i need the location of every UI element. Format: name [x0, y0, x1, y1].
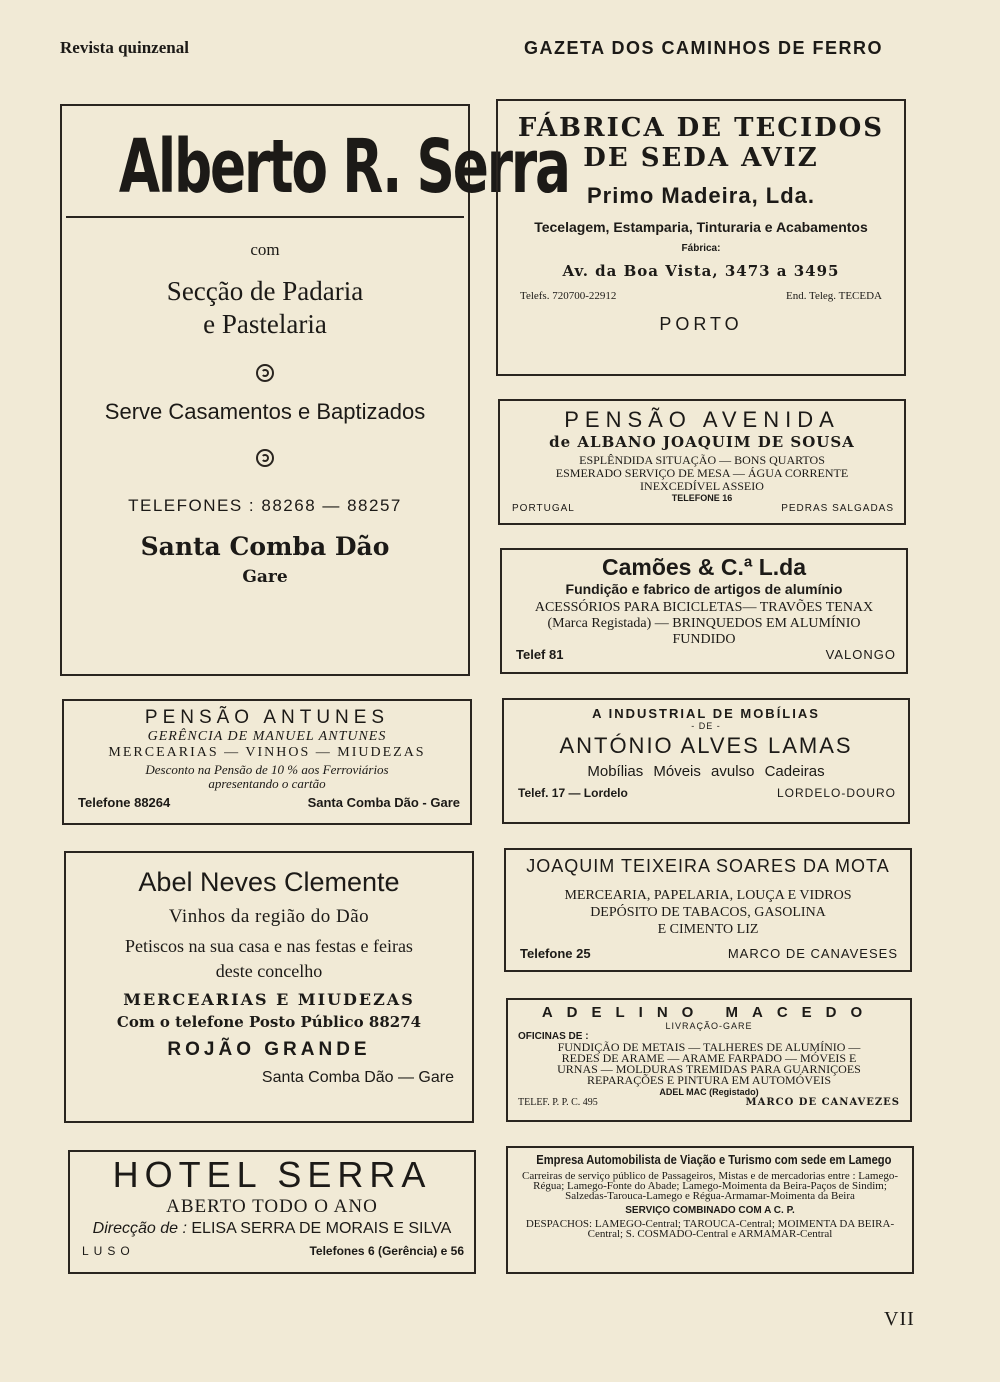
camoes-line3: FUNDIDO — [672, 632, 736, 647]
empresa-title: Empresa Automobilista de Viação e Turismo com sede em Lamego — [536, 1152, 892, 1167]
fabrica-title2: DE SEDA AVIZ — [583, 143, 819, 173]
ad-joaquim-teixeira — [504, 848, 912, 972]
hotel-phones: Telefones 6 (Gerência) e 56 — [309, 1244, 464, 1258]
adelino-line4: REPARAÇÕES E PINTURA EM AUTOMÓVEIS — [586, 1073, 832, 1087]
serra-serves: Serve Casamentos e Baptizados — [104, 399, 426, 424]
camoes-town: VALONGO — [825, 647, 896, 662]
industrial-phone: Telef. 17 — Lordelo — [518, 786, 628, 800]
avenida-left: PORTUGAL — [512, 503, 575, 514]
ad-industrial-mobilias — [502, 698, 910, 824]
ornament-icon — [256, 364, 274, 382]
industrial-title: A INDUSTRIAL DE MOBÍLIAS — [592, 706, 820, 721]
ad-pensao-avenida — [498, 399, 906, 525]
fabrica-services: Tecelagem, Estamparia, Tinturaria e Acabamentos — [534, 219, 868, 235]
adelino-line2: REDES DE ARAME — ARAME FARPADO — MÓVEIS E — [561, 1051, 857, 1065]
empresa-p2: DESPACHOS: LAMEGO-Central; TAROUCA-Central; MOIMENTA DA BEIRA-Central; S. COSMADO-Central e ARMAMAR-Central — [525, 1218, 895, 1240]
camoes-phone: Telef 81 — [516, 647, 564, 662]
abel-town: Santa Comba Dão — Gare — [261, 1069, 454, 1086]
antunes-mgmt: GERÊNCIA DE MANUEL ANTUNES — [147, 729, 387, 744]
joaquim-town: MARCO DE CANAVESES — [727, 946, 898, 961]
ad-abel-neves — [64, 851, 474, 1123]
fabrica-company: Primo Madeira, Lda. — [586, 183, 816, 208]
fabrica-label: Fábrica: — [681, 243, 721, 254]
page-number: VII — [884, 1308, 915, 1330]
adelino-sub: LIVRAÇÃO-GARE — [665, 1021, 753, 1031]
hotel-dir-label: Direcção de : — [92, 1220, 187, 1237]
ornament-icon — [256, 449, 274, 467]
serra-line1: Secção de Padaria — [166, 276, 364, 306]
antunes-town: Santa Comba Dão - Gare — [307, 795, 460, 810]
empresa-combined: SERVIÇO COMBINADO COM A C. P. — [625, 1205, 795, 1216]
joaquim-line3: E CIMENTO LIZ — [657, 922, 759, 937]
avenida-right: PEDRAS SALGADAS — [781, 503, 894, 514]
avenida-title: PENSÃO AVENIDA — [564, 407, 840, 432]
abel-phone: Com o telefone Posto Público 88274 — [116, 1013, 422, 1031]
camoes-line1: ACESSÓRIOS PARA BICICLETAS— TRAVÕES TENAX — [534, 600, 874, 615]
ad-adelino-macedo — [506, 998, 912, 1122]
adelino-name: ADELINO MACEDO — [541, 1004, 877, 1021]
serra-line2: e Pastelaria — [203, 309, 327, 339]
antunes-goods: MERCEARIAS — VINHOS — MIUDEZAS — [108, 745, 426, 760]
industrial-goods: Mobílias Móveis avulso Cadeiras — [587, 763, 825, 780]
joaquim-line1: MERCEARIA, PAPELARIA, LOUÇA E VIDROS — [564, 888, 852, 903]
empresa-p1: Carreiras de serviço público de Passageiros, Mistas e de mercadorias entre : Lamego-Régua; Lamego-Fonte do Abade; Lamego-Moimenta da Beira-Paços de Sindim; Salzedas-Tarouca-Lamego e Régua-Armamar-Moimenta da Beira — [521, 1170, 898, 1202]
antunes-phone: Telefone 88264 — [78, 795, 171, 810]
ad-pensao-antunes — [62, 699, 472, 825]
fabrica-teleg: End. Teleg. TECEDA — [786, 290, 882, 302]
joaquim-line2: DEPÓSITO DE TABACOS, GASOLINA — [590, 905, 826, 920]
adelino-town: MARCO DE CANAVEZES — [745, 1097, 900, 1108]
serra-name: Alberto R. Serra — [118, 124, 569, 210]
avenida-line2: ESMERADO SERVIÇO DE MESA — ÁGUA CORRENTE — [555, 466, 849, 480]
hotel-open: ABERTO TODO O ANO — [166, 1196, 378, 1217]
ad-fabrica-tecidos — [496, 99, 906, 376]
fabrica-title1: FÁBRICA DE TECIDOS — [517, 113, 885, 143]
hotel-dir-name: ELISA SERRA DE MORAIS E SILVA — [191, 1220, 452, 1237]
antunes-disc1: Desconto na Pensão de 10 % aos Ferroviários — [145, 762, 389, 777]
ad-empresa-automobilista — [506, 1146, 914, 1274]
fabrica-phones: Telefs. 720700-22912 — [520, 290, 617, 302]
ad-hotel-serra — [68, 1150, 476, 1274]
fabrica-address: Av. da Boa Vista, 3473 a 3495 — [562, 262, 840, 280]
serra-town: Santa Comba Dão — [140, 532, 390, 561]
fabrica-city: PORTO — [659, 314, 743, 334]
abel-line3: deste concelho — [215, 961, 323, 981]
serra-phones: TELEFONES : 88268 — 88257 — [128, 496, 402, 515]
adelino-label: OFICINAS DE : — [518, 1031, 589, 1042]
avenida-phone: TELEFONE 16 — [671, 493, 733, 503]
serra-gare: Gare — [242, 567, 288, 587]
abel-name: Abel Neves Clemente — [138, 867, 400, 897]
camoes-title: Camões & C.ª L.da — [601, 554, 807, 580]
adelino-line1: FUNDIÇÃO DE METAIS — TALHERES DE ALUMÍNIO — — [557, 1040, 861, 1054]
industrial-name: ANTÓNIO ALVES LAMAS — [559, 733, 853, 758]
avenida-owner: de ALBANO JOAQUIM DE SOUSA — [549, 433, 855, 451]
industrial-town: LORDELO-DOURO — [776, 786, 896, 800]
avenida-line1: ESPLÊNDIDA SITUAÇÃO — BONS QUARTOS — [579, 453, 825, 467]
camoes-line2: (Marca Registada) — BRINQUEDOS EM ALUMÍNIO — [547, 616, 861, 631]
adelino-phone: TELEF. P. P. C. 495 — [518, 1097, 598, 1108]
adelino-mark: ADEL MAC (Registado) — [659, 1087, 759, 1097]
camoes-sub: Fundição e fabrico de artigos de alumínio — [565, 581, 843, 597]
header-right: GAZETA DOS CAMINHOS DE FERRO — [524, 38, 884, 58]
abel-place: ROJÃO GRANDE — [167, 1039, 371, 1060]
hotel-town: LUSO — [82, 1244, 135, 1258]
industrial-de: - DE - — [691, 721, 721, 731]
adelino-line3: URNAS — MOLDURAS TREMIDAS PARA GUARNIÇOES — [557, 1062, 861, 1076]
header-left: Revista quinzenal — [60, 38, 189, 57]
joaquim-name: JOAQUIM TEIXEIRA SOARES DA MOTA — [526, 856, 890, 876]
serra-com: com — [250, 240, 280, 259]
antunes-title: PENSÃO ANTUNES — [144, 707, 390, 728]
hotel-name: HOTEL SERRA — [112, 1154, 432, 1195]
abel-goods: MERCEARIAS E MIUDEZAS — [123, 990, 415, 1009]
joaquim-phone: Telefone 25 — [520, 946, 591, 961]
antunes-disc2: apresentando o cartão — [208, 776, 326, 791]
ad-camoes — [500, 548, 908, 674]
avenida-line3: INEXCEDÍVEL ASSEIO — [640, 479, 764, 493]
abel-line2: Petiscos na sua casa e nas festas e feiras — [125, 936, 413, 956]
abel-line1: Vinhos da região do Dão — [168, 906, 370, 927]
